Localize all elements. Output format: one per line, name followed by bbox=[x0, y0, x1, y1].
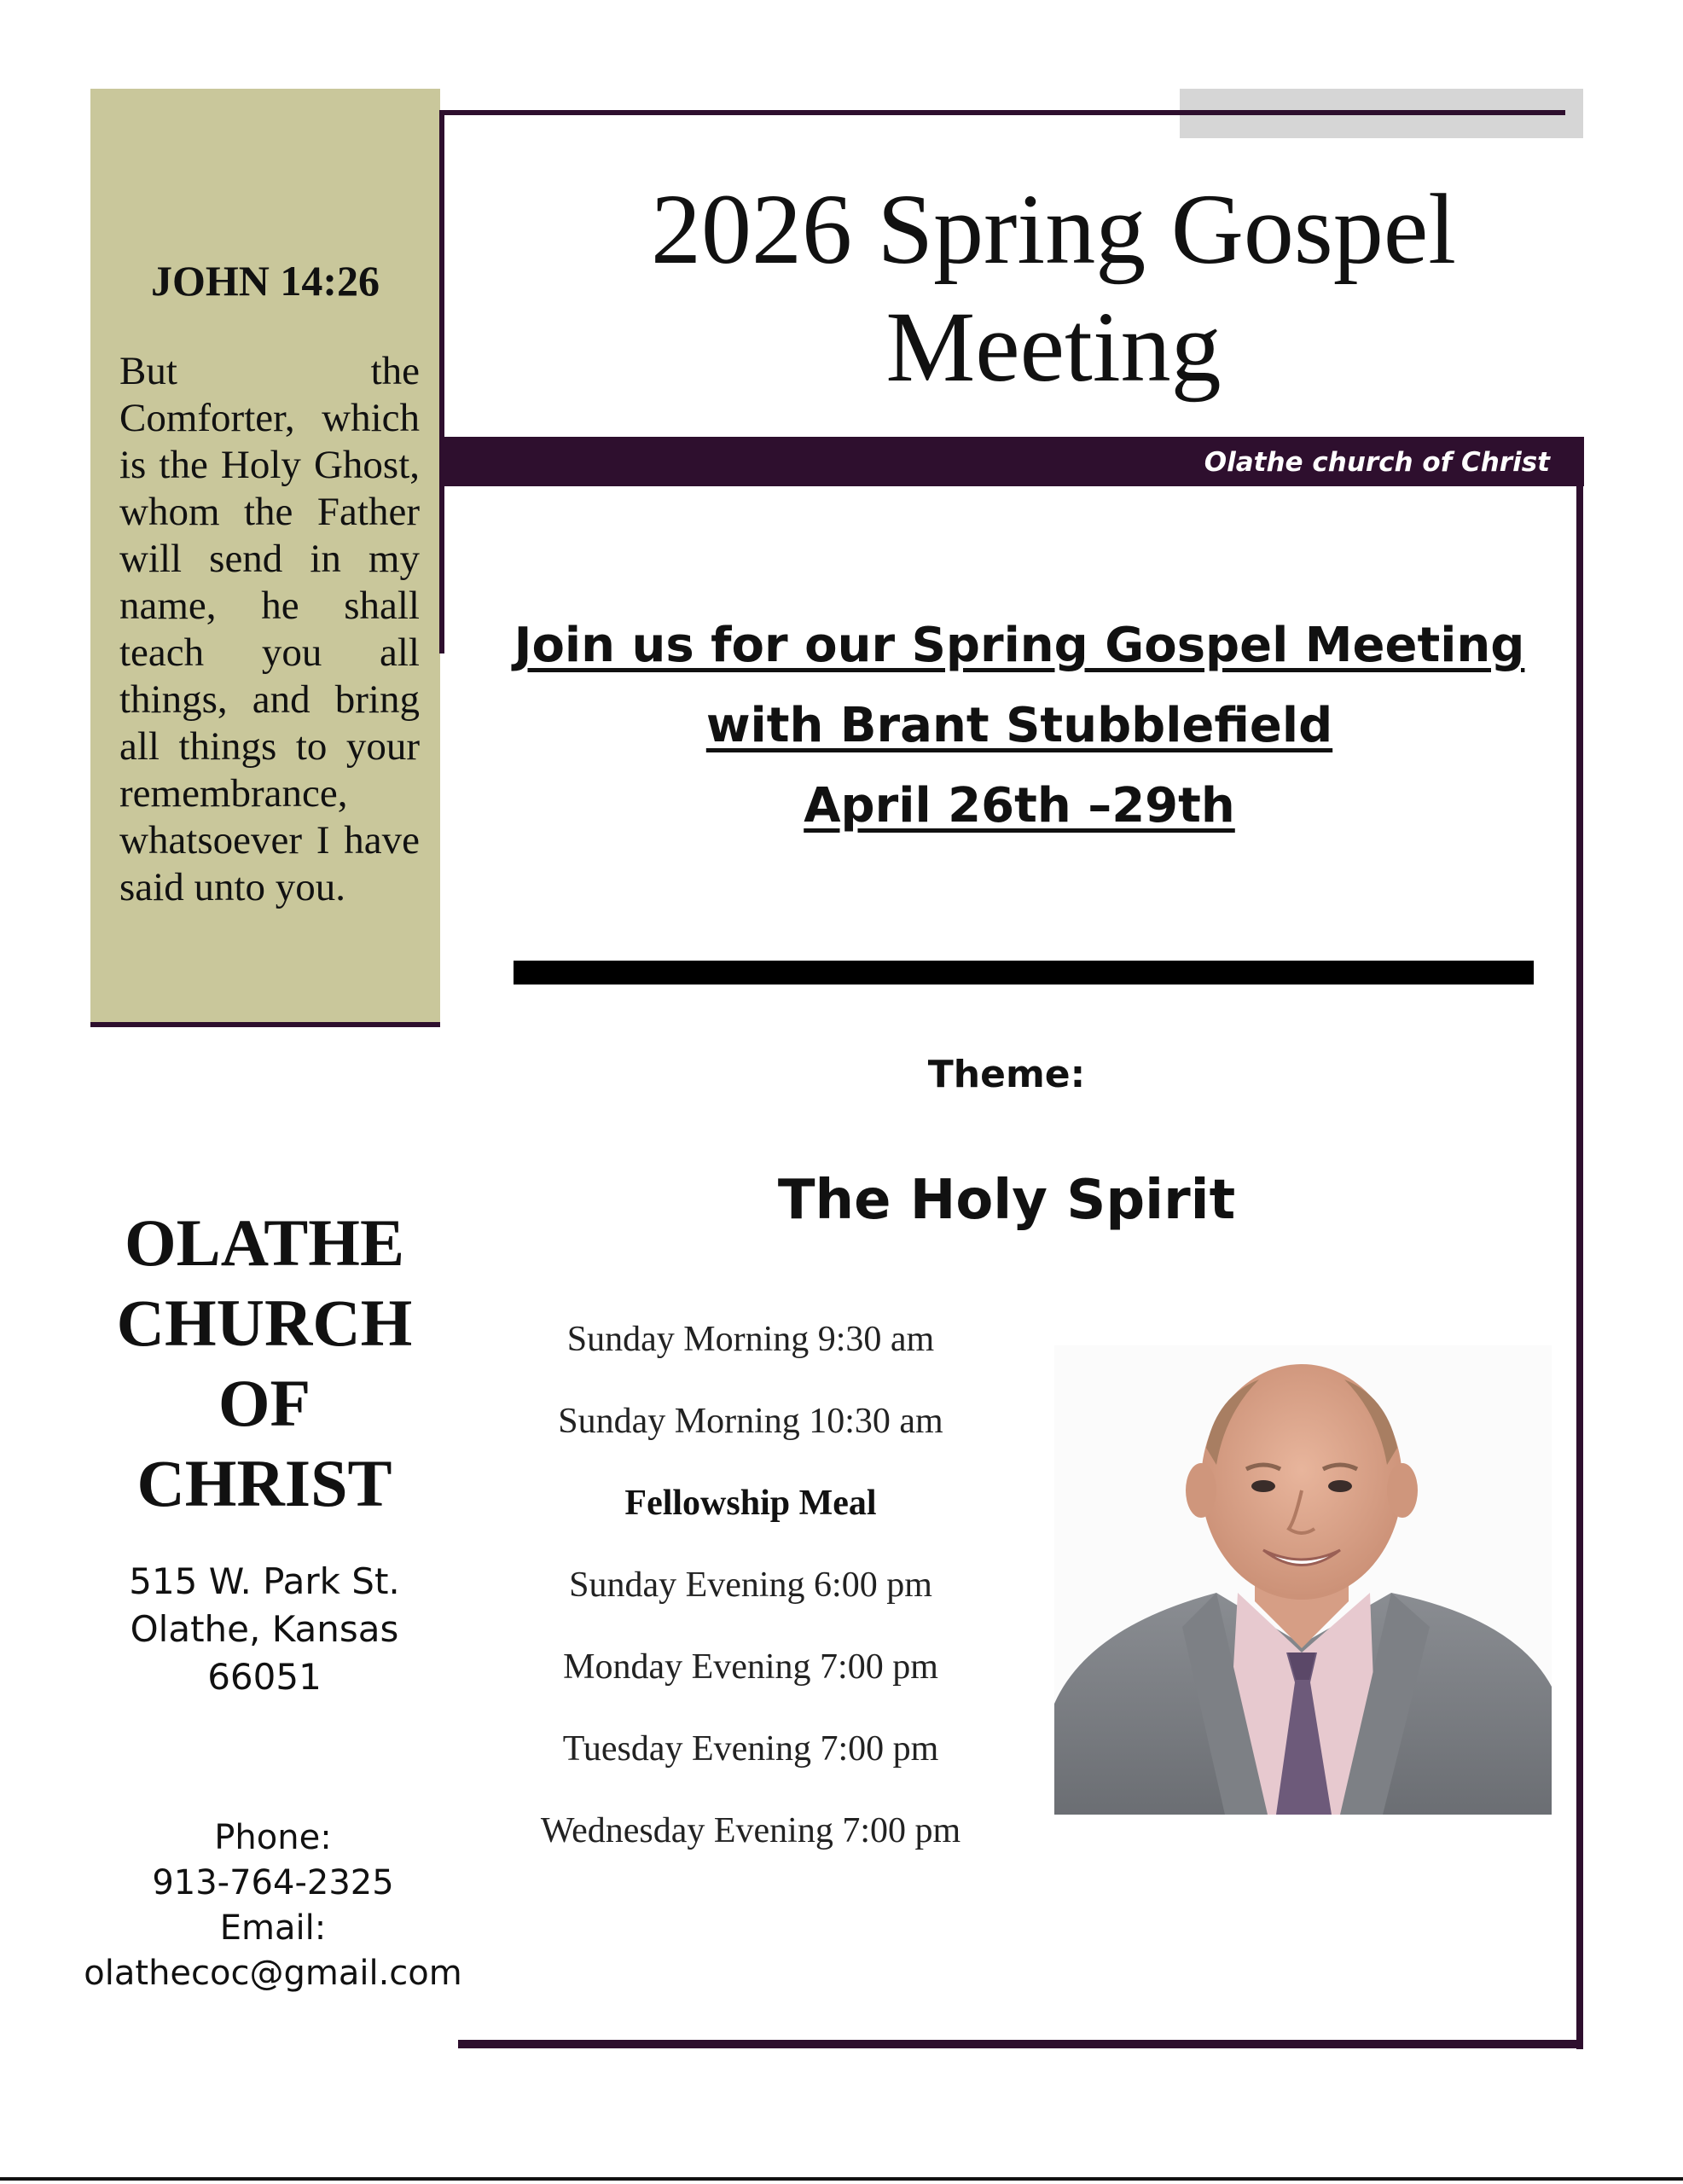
frame-bottom-border bbox=[458, 2040, 1583, 2048]
banner bbox=[439, 437, 1584, 486]
address-line: 515 W. Park St. bbox=[129, 1560, 400, 1602]
verse-box-right-edge bbox=[439, 111, 444, 653]
schedule-item: Tuesday Evening 7:00 pm bbox=[562, 1729, 939, 1769]
frame-right-border bbox=[1576, 486, 1583, 2049]
schedule-item: Sunday Morning 9:30 am bbox=[566, 1320, 935, 1359]
header-top-rule-segment bbox=[1180, 110, 1565, 115]
church-name-line: CHURCH bbox=[116, 1286, 413, 1360]
phone-label: Phone: bbox=[214, 1818, 332, 1857]
church-name-line: OLATHE bbox=[125, 1205, 404, 1280]
address-line: 66051 bbox=[207, 1656, 322, 1698]
email-label: Email: bbox=[219, 1908, 327, 1948]
verse-box-bottom-border bbox=[90, 1022, 440, 1027]
theme-value: The Holy Spirit bbox=[777, 1169, 1236, 1232]
email-address: olathecoc@gmail.com bbox=[84, 1954, 462, 1993]
invite-line: April 26th –29th bbox=[804, 778, 1235, 834]
title-line-1: 2026 Spring Gospel bbox=[651, 173, 1456, 285]
verse-text: But the Comforter, which is the Holy Ghost, whom the Father will send in my name, he shall teach you all things, and bring all things to your remembrance, whatsoever I have said unto you. bbox=[119, 349, 420, 909]
title-line-2: Meeting bbox=[885, 291, 1222, 403]
schedule-item: Sunday Evening 6:00 pm bbox=[569, 1565, 932, 1605]
speaker-photo bbox=[1054, 1345, 1552, 1815]
schedule-item: Monday Evening 7:00 pm bbox=[563, 1647, 938, 1687]
verse-reference: JOHN 14:26 bbox=[150, 257, 380, 305]
church-address bbox=[94, 1558, 435, 1701]
schedule-item: Sunday Morning 10:30 am bbox=[558, 1402, 943, 1441]
church-name-line: OF bbox=[218, 1366, 311, 1440]
schedule-item: Fellowship Meal bbox=[624, 1484, 877, 1523]
contact-info bbox=[77, 1815, 469, 1996]
schedule-item: Wednesday Evening 7:00 pm bbox=[540, 1811, 961, 1850]
banner-text: Olathe church of Christ bbox=[1204, 447, 1550, 478]
invite-line: with Brant Stubblefield bbox=[705, 698, 1333, 753]
church-name bbox=[94, 1203, 435, 1524]
section-divider bbox=[514, 961, 1534, 985]
page-title bbox=[512, 171, 1595, 406]
phone-number: 913-764-2325 bbox=[152, 1863, 394, 1902]
church-name-line: CHRIST bbox=[136, 1446, 392, 1520]
address-line: Olathe, Kansas bbox=[130, 1608, 399, 1650]
invite-line: Join us for our Spring Gospel Meeting bbox=[514, 618, 1525, 673]
page-bottom-rule bbox=[0, 2177, 1683, 2181]
speaker-portrait-illustration bbox=[1054, 1345, 1552, 1815]
theme-label: Theme: bbox=[927, 1053, 1086, 1096]
